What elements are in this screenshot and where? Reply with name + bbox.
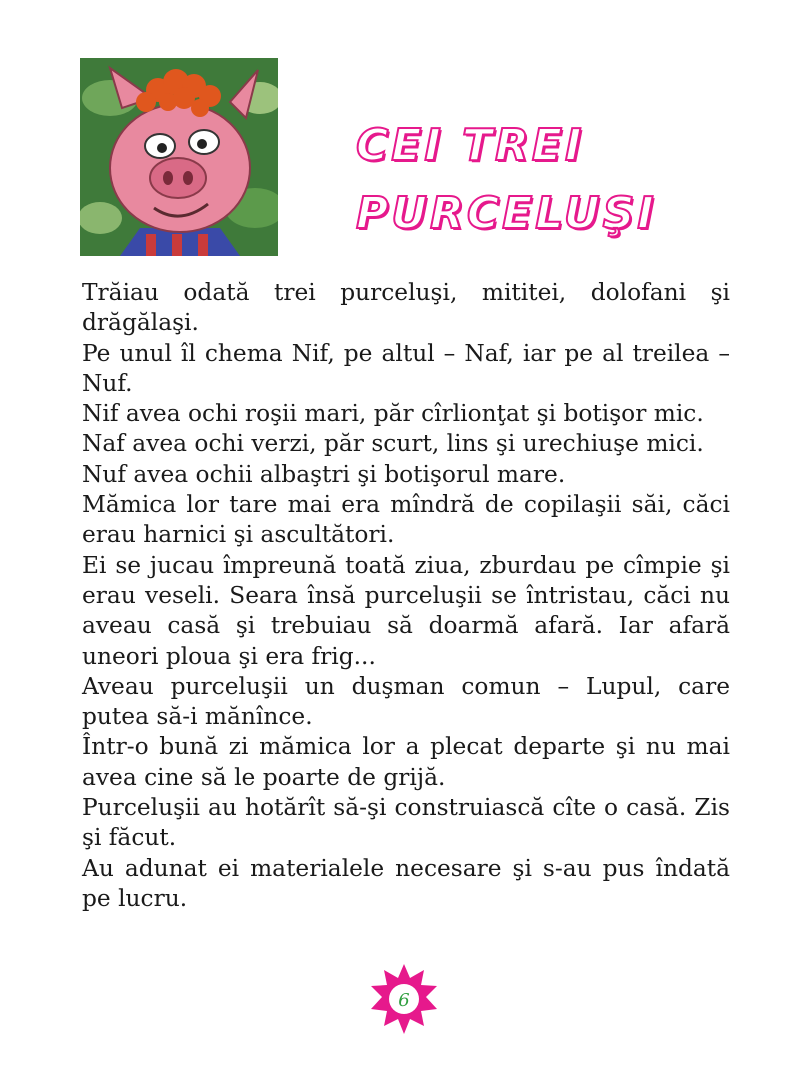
story-paragraph: Trăiau odată trei purceluşi, mititei, dolofani şi drăgălaşi.: [82, 279, 730, 337]
page-number-badge: [369, 964, 439, 1034]
story-paragraph: Purceluşii au hotărît să-şi construiască cîte o casă. Zis şi făcut.: [82, 794, 730, 852]
pig-illustration: [80, 58, 278, 256]
story-paragraph: Pe unul îl chema Nif, pe altul – Naf, iar pe al treilea – Nuf.: [82, 339, 730, 397]
story-paragraph: Ei se jucau împreună toată ziua, zburdau pe cîmpie şi erau veseli. Seara însă purceluşii se întristau, căci nu aveau casă şi trebuiau să doarmă afară. Iar afară uneori ploua şi era frig...: [82, 551, 730, 670]
story-paragraph: Mămica lor tare mai era mîndră de copilaşii săi, căci erau harnici şi ascultători.: [82, 491, 730, 549]
page-number: 6: [398, 990, 410, 1011]
title-line-1: CEI TREI: [356, 120, 585, 171]
story-paragraph: Nif avea ochi roşii mari, păr cîrlionţat şi botişor mic.: [82, 400, 704, 428]
title-line-2: PURCELUŞI: [356, 188, 657, 239]
story-paragraph: Au adunat ei materialele necesare şi s-au pus îndată pe lucru.: [82, 854, 730, 912]
snout-shape: [150, 158, 206, 198]
story-text: [82, 278, 730, 914]
story-paragraph: Nuf avea ochii albaştri şi botişorul mare.: [82, 460, 566, 488]
story-paragraph: Naf avea ochi verzi, păr scurt, lins şi urechiuşe mici.: [82, 430, 704, 458]
story-paragraph: Aveau purceluşii un duşman comun – Lupul, care putea să-i mănînce.: [82, 672, 730, 731]
story-paragraph: Într-o bună zi mămica lor a plecat departe şi nu mai avea cine să le poarte de grijă.: [82, 733, 730, 791]
page-title: [356, 112, 657, 248]
leaf-shape: [80, 202, 122, 234]
